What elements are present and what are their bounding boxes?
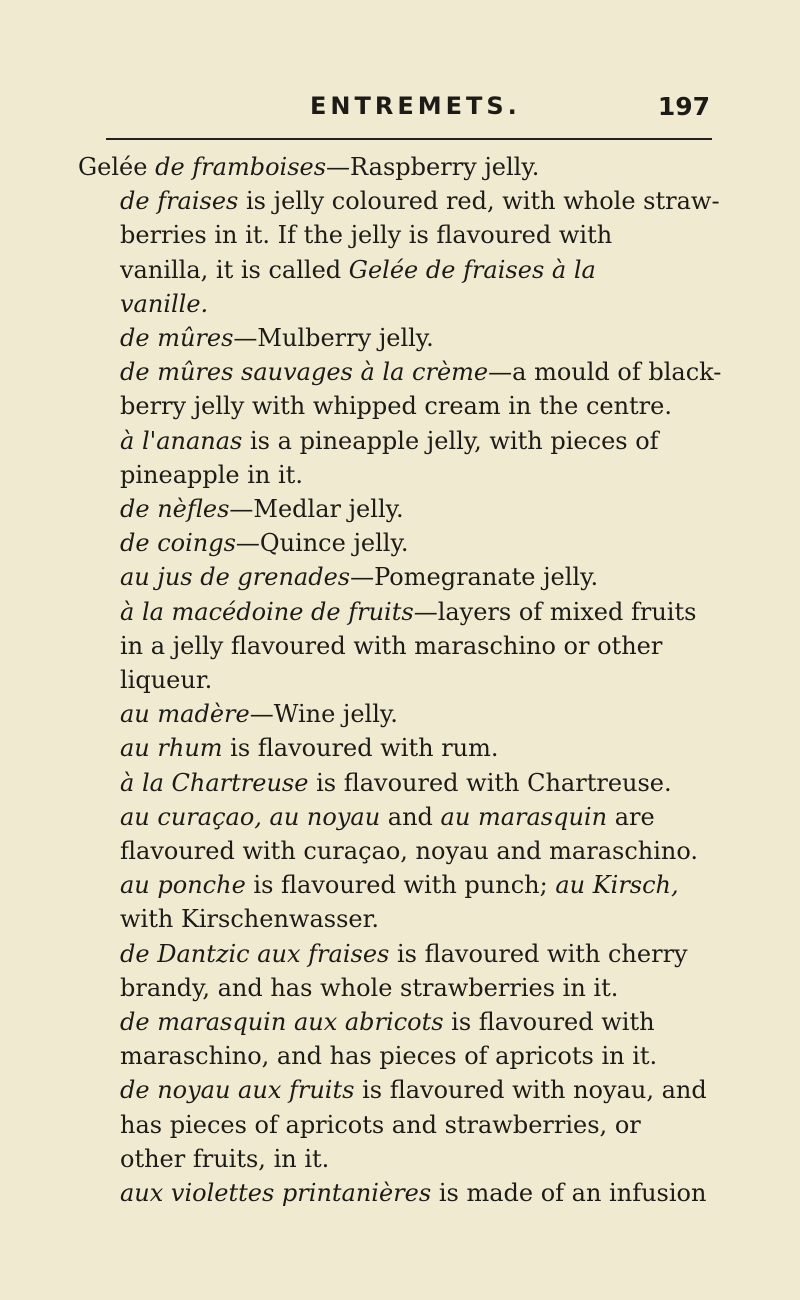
text-segment: vanilla, it is called [120, 255, 349, 284]
text-line [120, 800, 655, 834]
text-segment: is flavoured with Chartreuse. [308, 768, 672, 797]
text-segment: and [380, 802, 441, 831]
italic-term: de fraises [120, 187, 239, 216]
italic-term: au ponche [120, 871, 246, 900]
italic-term: à l'ananas [120, 426, 243, 455]
text-segment: is flavoured with punch; [245, 871, 556, 900]
italic-term: au rhum [120, 734, 223, 763]
text-segment: is flavoured with [443, 1008, 655, 1036]
page-header [290, 88, 710, 128]
text-line [120, 663, 212, 697]
text-segment: with Kirschenwasser. [120, 905, 380, 934]
text-segment: —Mulberry jelly. [233, 324, 434, 352]
text-line [120, 526, 408, 560]
italic-term: à la Chartreuse [120, 768, 309, 797]
text-line [120, 971, 618, 1005]
text-segment: in a jelly flavoured with maraschino or other [120, 631, 663, 660]
text-segment: has pieces of apricots and strawberries, or [120, 1110, 641, 1139]
italic-term: de framboises [155, 153, 327, 181]
italic-term: de coings [120, 529, 236, 558]
page-number: 197 [657, 92, 710, 121]
text-line [120, 595, 696, 629]
text-line [120, 218, 612, 252]
italic-term: au madère [120, 700, 250, 729]
text-segment: is flavoured with noyau, and [354, 1076, 707, 1105]
text-line [120, 287, 208, 321]
text-segment: berry jelly with whipped cream in the centre. [120, 392, 672, 421]
text-line [120, 321, 434, 355]
text-line [78, 150, 539, 184]
text-line [120, 766, 672, 800]
text-segment: Gelée [78, 153, 156, 181]
italic-term: de noyau aux fruits [120, 1076, 355, 1105]
text-segment: maraschino, and has pieces of apricots in it. [120, 1042, 658, 1071]
text-segment: is a pineapple jelly, with pieces of [242, 426, 659, 455]
text-line [120, 424, 659, 458]
text-segment: pineapple in it. [120, 460, 303, 489]
header-rule [106, 138, 712, 140]
text-line [120, 1073, 707, 1107]
text-segment: liqueur. [120, 666, 213, 694]
italic-term: Gelée de fraises à la [348, 255, 596, 284]
text-segment: —Quince jelly. [235, 529, 409, 558]
text-segment: are [607, 802, 655, 831]
text-segment: flavoured with curaçao, noyau and maraschino. [120, 837, 699, 865]
italic-term: au Kirsch, [555, 871, 679, 900]
italic-term: de Dantzic aux fraises [120, 939, 390, 968]
italic-term: de mûres sauvages à la crème [120, 358, 489, 387]
italic-term: de marasquin aux abricots [120, 1008, 444, 1036]
italic-term: aux violettes printanières [120, 1179, 432, 1207]
text-line [120, 389, 672, 423]
text-segment: brandy, and has whole strawberries in it. [120, 973, 619, 1002]
text-segment: is made of an infusion [431, 1179, 707, 1207]
text-line [120, 1108, 641, 1142]
text-segment: is flavoured with rum. [222, 734, 499, 763]
text-line [120, 697, 398, 731]
text-segment: is jelly coloured red, with whole straw- [238, 187, 720, 216]
text-line [120, 1005, 655, 1039]
text-line [120, 1039, 657, 1073]
italic-term: vanille. [120, 289, 209, 318]
italic-term: au marasquin [440, 802, 608, 831]
text-segment: —layers of mixed fruits [413, 597, 697, 626]
text-line [120, 868, 679, 902]
running-title: ENTREMETS. [310, 92, 521, 120]
text-line [120, 560, 598, 594]
text-line [120, 629, 662, 663]
text-line [120, 458, 303, 492]
text-segment: —Pomegranate jelly. [350, 563, 599, 592]
text-segment: is flavoured with cherry [389, 939, 688, 968]
text-segment: other fruits, in it. [120, 1144, 330, 1173]
text-segment: —Wine jelly. [249, 700, 398, 729]
text-line [120, 492, 404, 526]
text-segment: berries in it. If the jelly is flavoured with [120, 221, 613, 250]
text-segment: —a mould of black- [488, 358, 722, 387]
text-line [120, 253, 596, 287]
italic-term: au jus de grenades [120, 563, 351, 592]
italic-term: au curaçao, au noyau [120, 802, 381, 831]
text-line [120, 937, 688, 971]
italic-term: de mûres [120, 324, 234, 352]
text-segment: —Medlar jelly. [229, 495, 404, 523]
text-line [120, 902, 379, 936]
italic-term: à la macédoine de fruits [120, 597, 414, 626]
italic-term: de nèfles [120, 495, 230, 523]
text-line [120, 355, 721, 389]
text-line [120, 834, 698, 868]
text-line [120, 1176, 706, 1210]
text-segment: —Raspberry jelly. [326, 153, 540, 181]
text-line [120, 1142, 329, 1176]
text-line [120, 731, 499, 765]
text-line [120, 184, 720, 218]
